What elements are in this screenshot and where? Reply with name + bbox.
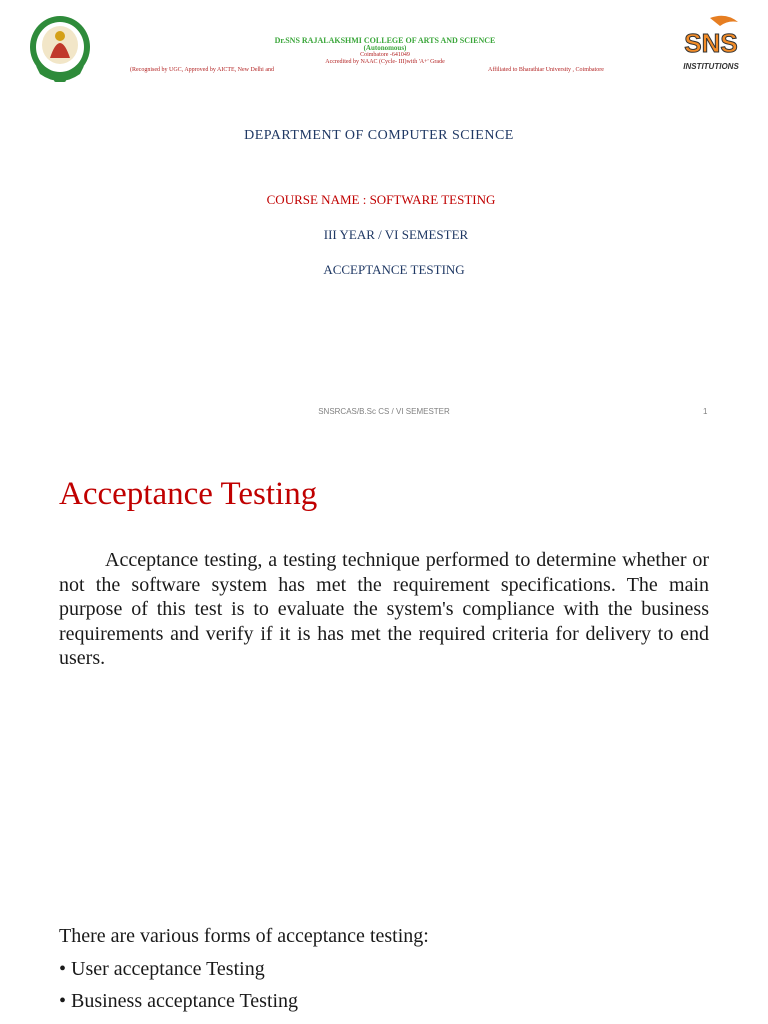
accreditation-text: Accredited by NAAC (Cycle- III)with 'A+' Grade [325, 59, 445, 65]
list-intro: There are various forms of acceptance testing: [59, 925, 429, 947]
logo-text: SNS [684, 28, 738, 58]
autonomous-label: (Autonomous) [363, 44, 407, 52]
affiliation-text: Affiliated to Bharathiar University , Coimbatore [488, 67, 604, 73]
topic-title: ACCEPTANCE TESTING [323, 262, 465, 277]
sns-institutions-logo-icon [680, 14, 742, 76]
content-slide [0, 432, 768, 1024]
department-title: DEPARTMENT OF COMPUTER SCIENCE [244, 128, 514, 143]
course-name: COURSE NAME : SOFTWARE TESTING [266, 192, 496, 207]
recognition-text: (Recognised by UGC, Approved by AICTE, New Delhi and [130, 67, 274, 73]
slide-footer: SNSRCAS/B.Sc CS / VI SEMESTER [318, 407, 450, 416]
college-city: Coimbatore -641049 [360, 52, 410, 58]
slide-title: Acceptance Testing [59, 476, 318, 512]
college-name: Dr.SNS RAJALAKSHMI COLLEGE OF ARTS AND SCIENCE [274, 36, 496, 45]
logo-subtext: INSTITUTIONS [683, 62, 739, 71]
list-item: • User acceptance Testing [59, 958, 265, 980]
page-number: 1 [703, 407, 708, 416]
college-emblem-icon [28, 14, 92, 84]
title-slide [0, 0, 768, 432]
list-item: • Business acceptance Testing [59, 990, 299, 1012]
body-paragraph: Acceptance testing, a testing technique performed to determine whether or not the software system has met the requirement specifications. The main purpose of this test is to evaluate the system's compliance with the business requirements and verify if it is has met the required criteria for delivery to end users. [59, 549, 709, 669]
year-semester: III YEAR / VI SEMESTER [323, 227, 469, 242]
